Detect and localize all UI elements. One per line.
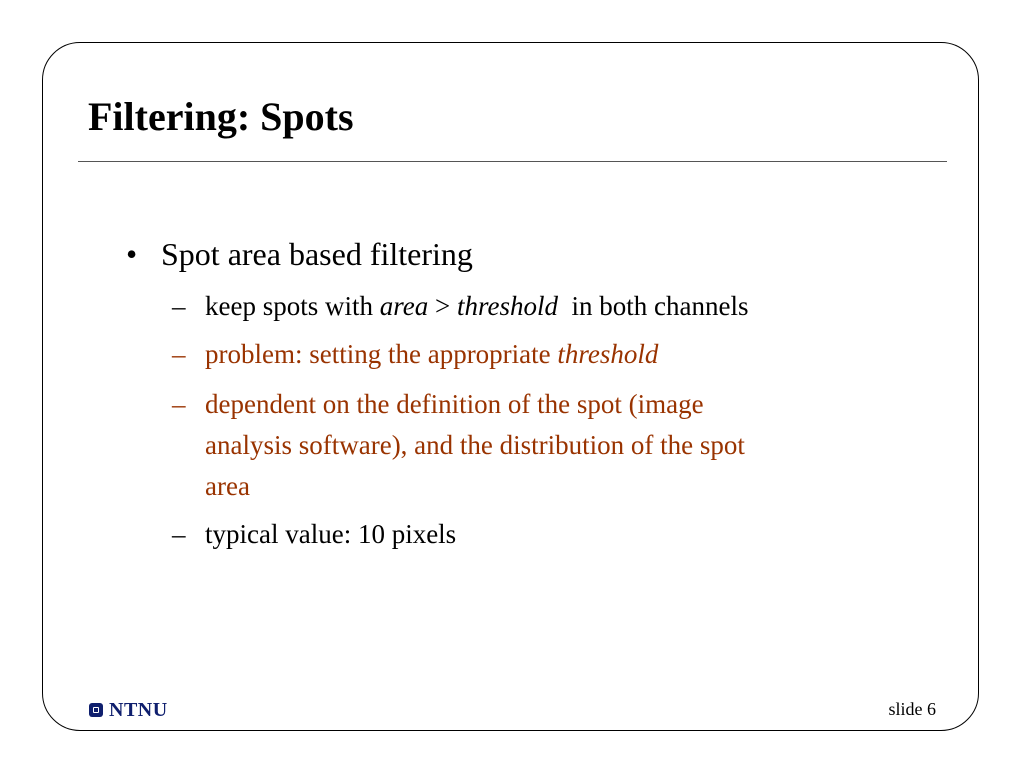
sub-item-dash: – bbox=[172, 389, 186, 419]
ntnu-logo bbox=[89, 698, 168, 722]
ntnu-logo-text: NTNU bbox=[109, 698, 168, 721]
slide-title: Filtering: Spots bbox=[88, 94, 354, 139]
sub-item-text bbox=[205, 334, 905, 375]
bullet-mark: • bbox=[126, 236, 138, 272]
sub-item-dash: – bbox=[172, 291, 186, 321]
sub-item-emphasis: area bbox=[379, 291, 429, 321]
ntnu-logo-icon bbox=[89, 703, 103, 717]
sub-item-dash: – bbox=[172, 339, 186, 369]
sub-item-text-part: keep spots with bbox=[205, 291, 380, 321]
sub-item-line: analysis software), and the distribution of the spot bbox=[205, 430, 745, 460]
sub-item-line: area bbox=[205, 471, 250, 501]
sub-item-text-part: in both channels bbox=[557, 291, 749, 321]
sub-item-line: dependent on the definition of the spot (image bbox=[205, 389, 704, 419]
sub-item-text bbox=[205, 384, 905, 507]
sub-item-text bbox=[205, 286, 905, 327]
sub-item-dash: – bbox=[172, 519, 186, 549]
sub-item-emphasis: threshold bbox=[456, 291, 558, 321]
title-divider bbox=[78, 161, 947, 162]
sub-item-text: typical value: 10 pixels bbox=[205, 519, 457, 549]
sub-item-operator: > bbox=[428, 291, 457, 321]
slide-number: slide 6 bbox=[888, 699, 936, 719]
bullet-text: Spot area based filtering bbox=[161, 236, 473, 272]
sub-item-emphasis: threshold bbox=[557, 339, 659, 369]
sub-item-text-part: problem: setting the appropriate bbox=[205, 339, 558, 369]
